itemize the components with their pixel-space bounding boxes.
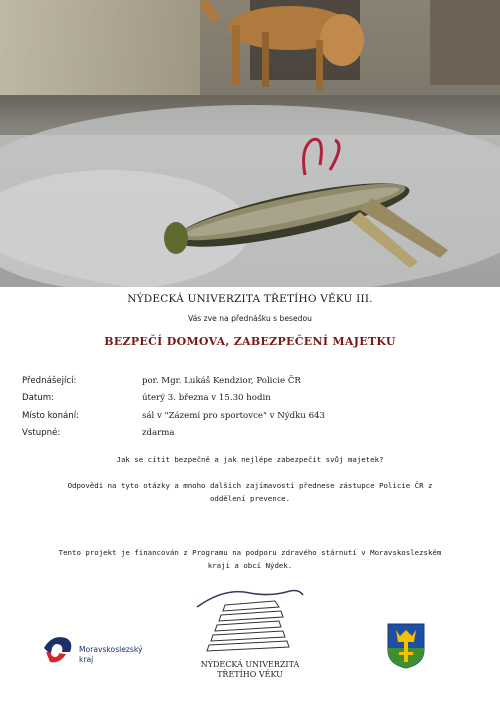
detail-value: por. Mgr. Lukáš Kendzior, Policie ČR [142,375,301,386]
detail-label: Místo konání: [22,410,80,421]
region-line-2: kraj [79,655,94,664]
event-details [22,372,482,442]
detail-label: Datum: [22,393,54,404]
university-line-1: NÝDECKÁ UNIVERZITA [200,660,300,669]
detail-value: úterý 3. března v 15.30 hodin [142,393,271,404]
region-line-1: Moravskoslezský [79,645,143,654]
book-stack-logo [195,585,305,655]
funding-text: Tento projekt je financován z Programu na podporu zdravého stárnutí v Moravskoslezském kraji a obcí Nýdek. [58,548,442,570]
detail-row-admission [22,425,482,443]
answer-text: Odpovědi na tyto otázky a mnoho dalších zajímavostí přednese zástupce Policie ČR z oddělení prevence. [67,481,433,503]
university-line-2: TŘETÍHO VĚKU [217,670,283,679]
organization-title: NÝDECKÁ UNIVERZITA TŘETÍHO VĚKU III. [127,293,373,305]
header-photo [0,0,500,287]
university-logo-text [185,660,315,680]
detail-row-date [22,390,482,408]
detail-value: zdarma [142,428,175,439]
detail-label: Přednášející: [22,375,77,386]
lecture-title: BEZPEČÍ DOMOVA, ZABEZPEČENÍ MAJETKU [104,335,396,348]
detail-label: Vstupné: [22,428,61,439]
detail-row-venue [22,407,482,425]
invitation-text: Vás zve na přednášku s besedou [188,314,312,323]
question-text: Jak se cítit bezpečně a jak nejlépe zabezpečit svůj majetek? [116,455,384,464]
nydek-coat-of-arms [386,622,426,670]
detail-value: sál v "Zázemí pro sportovce" v Nýdku 643 [142,410,326,421]
region-logo-text [79,645,159,665]
detail-row-lecturer [22,372,482,390]
